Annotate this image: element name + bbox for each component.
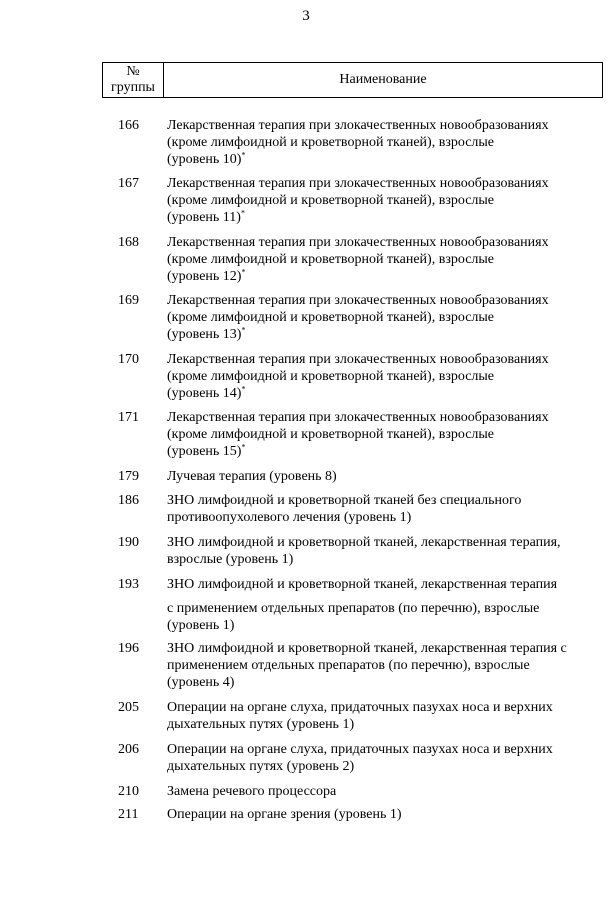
group-number: 171: [118, 410, 139, 425]
group-name-line: Лекарственная терапия при злокачественных новообразованиях: [167, 410, 549, 425]
group-name-line: взрослые (уровень 1): [167, 552, 294, 567]
group-name: [167, 699, 597, 733]
group-number: 167: [118, 176, 139, 191]
footnote-mark: *: [241, 384, 246, 394]
group-name-line: ЗНО лимфоидной и кроветворной тканей, лекарственная терапия,: [167, 535, 561, 550]
group-name-line: ЗНО лимфоидной и кроветворной тканей без специального: [167, 493, 522, 508]
name-header: Наименование: [164, 63, 603, 98]
group-name-line: Лекарственная терапия при злокачественных новообразованиях: [167, 118, 549, 133]
group-name-line: (уровень 13): [167, 327, 242, 342]
group-number: 170: [118, 352, 139, 367]
group-name-line: (кроме лимфоидной и кроветворной тканей), взрослые: [167, 193, 495, 208]
group-name: [167, 741, 597, 775]
footnote-mark: *: [241, 325, 246, 335]
group-name-line: Лучевая терапия (уровень 8): [167, 469, 337, 484]
group-number-header-symbol: №: [126, 64, 140, 79]
group-name: [167, 492, 597, 526]
group-number: 205: [118, 700, 139, 715]
group-name-line: (кроме лимфоидной и кроветворной тканей), взрослые: [167, 427, 495, 442]
group-number: 211: [118, 807, 139, 822]
group-name-line: (кроме лимфоидной и кроветворной тканей), взрослые: [167, 310, 495, 325]
footnote-mark: *: [241, 442, 246, 452]
table-header: [102, 62, 603, 98]
group-name-line: применением отдельных препаратов (по перечню), взрослые: [167, 658, 530, 673]
group-name-line: Лекарственная терапия при злокачественных новообразованиях: [167, 176, 549, 191]
group-name-line: (уровень 14): [167, 386, 242, 401]
group-number: 210: [118, 784, 139, 799]
group-name-line: Операции на органе слуха, придаточных пазухах носа и верхних: [167, 742, 553, 757]
group-name-line: Лекарственная терапия при злокачественных новообразованиях: [167, 293, 549, 308]
group-number-header: [103, 63, 164, 98]
group-name: [167, 409, 597, 460]
group-name-line: (уровень 1): [167, 618, 235, 633]
group-name: [167, 117, 597, 168]
group-name-line: Лекарственная терапия при злокачественных новообразованиях: [167, 235, 549, 250]
group-number: 196: [118, 641, 139, 656]
group-name-line: с применением отдельных препаратов (по перечню), взрослые: [167, 601, 540, 616]
group-name-line: Операции на органе слуха, придаточных пазухах носа и верхних: [167, 700, 553, 715]
group-name-line: Операции на органе зрения (уровень 1): [167, 807, 402, 822]
group-name-line: (уровень 15): [167, 444, 242, 459]
group-number-header-label: группы: [111, 80, 155, 95]
group-name-line: ЗНО лимфоидной и кроветворной тканей, лекарственная терапия: [167, 577, 558, 592]
group-number: 190: [118, 535, 139, 550]
group-number: 206: [118, 742, 139, 757]
group-name-line: дыхательных путях (уровень 2): [167, 759, 355, 774]
group-number: 166: [118, 118, 139, 133]
group-name-line: дыхательных путях (уровень 1): [167, 717, 355, 732]
group-name: [167, 640, 597, 691]
group-name: [167, 783, 597, 800]
group-name-line: Лекарственная терапия при злокачественных новообразованиях: [167, 352, 549, 367]
group-name-line: (кроме лимфоидной и кроветворной тканей), взрослые: [167, 135, 495, 150]
footnote-mark: *: [241, 267, 246, 277]
group-name: [167, 351, 597, 402]
group-name-line: (уровень 4): [167, 675, 235, 690]
page-number: 3: [302, 8, 310, 24]
group-name: [167, 234, 597, 285]
group-number: 179: [118, 469, 139, 484]
group-name: [167, 806, 597, 823]
group-number: 186: [118, 493, 139, 508]
footnote-mark: *: [241, 150, 246, 160]
group-name: [167, 175, 597, 226]
group-number: 169: [118, 293, 139, 308]
group-number: 168: [118, 235, 139, 250]
group-name-line: (уровень 10): [167, 152, 242, 167]
group-name: [167, 534, 597, 568]
group-name-line: ЗНО лимфоидной и кроветворной тканей, лекарственная терапия с: [167, 641, 567, 656]
group-number: 193: [118, 577, 139, 592]
footnote-mark: *: [240, 208, 245, 218]
group-name-line: (кроме лимфоидной и кроветворной тканей), взрослые: [167, 369, 495, 384]
group-name-line: (уровень 11): [167, 210, 241, 225]
group-name: [167, 292, 597, 343]
group-name-line: (уровень 12): [167, 269, 242, 284]
group-name: [167, 468, 597, 485]
group-name-line: Замена речевого процессора: [167, 784, 337, 799]
group-name-line: противоопухолевого лечения (уровень 1): [167, 510, 412, 525]
group-name: [167, 576, 597, 634]
group-name-line: (кроме лимфоидной и кроветворной тканей), взрослые: [167, 252, 495, 267]
